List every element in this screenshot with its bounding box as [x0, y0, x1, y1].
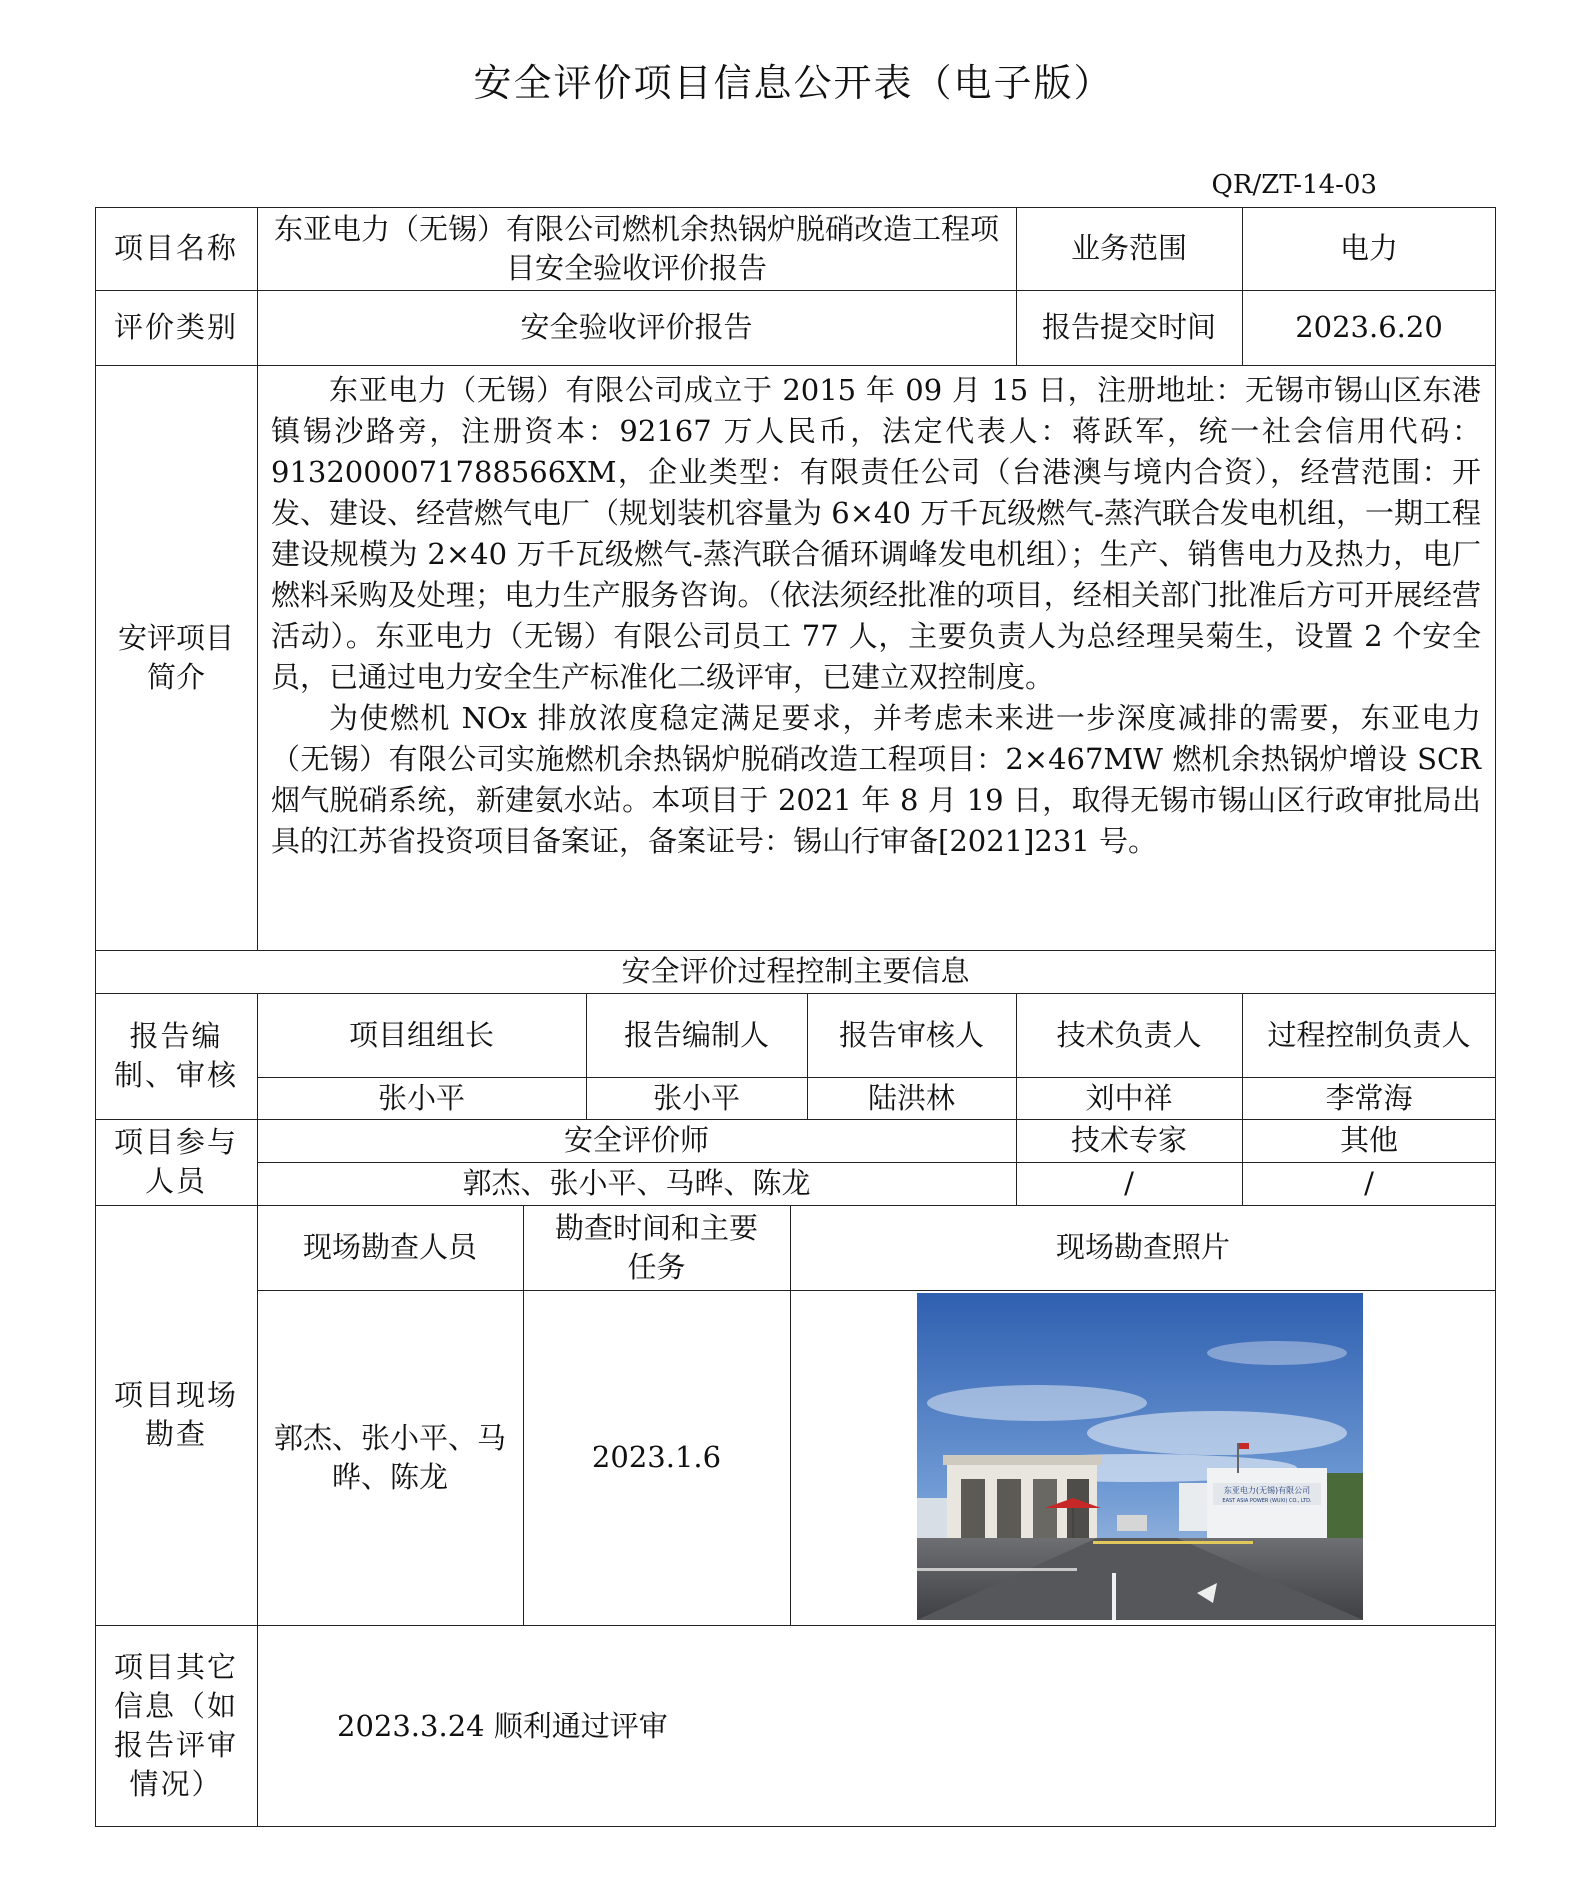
intro-paragraph-1: 东亚电力（无锡）有限公司成立于 2015 年 09 月 15 日，注册地址：无锡市锡山区东港镇锡沙路旁，注册资本：92167 万人民币，法定代表人：蒋跃军，统一社会信用代码：913200007178856​6XM，企业类型：有限责任公司（台港澳与境内合资），经营范围：开发、建设、经营燃气电厂（规划装机容量为 6×40 万千瓦级燃气-蒸汽联合发电机组，一期工程建设规模为 2×40 万千瓦级燃气-蒸汽联合循环调峰发电机组）；生产、销售电力及热力，电厂燃料采购及处理；电力生产服务咨询。（依法须经批准的项目，经相关部门批准后方可开展经营活动）。东亚电力（无锡）有限公司员工 77 人，主要负责人为总经理吴菊生，设置 2 个安全员，已通过电力安全生产标准化二级评审，已建立双控制度。	[271, 373, 1481, 694]
evaluator-header: 安全评价师	[563, 1123, 709, 1157]
business-scope-label: 业务范围	[1070, 231, 1187, 265]
project-intro-label: 安评项目简介	[117, 620, 234, 694]
col-report-author: 报告编制人	[623, 1017, 769, 1052]
business-scope-value: 电力	[1339, 231, 1398, 265]
project-name-label: 项目名称	[113, 231, 238, 265]
col-tech-lead: 技术负责人	[1056, 1017, 1202, 1052]
participants-label: 项目参与人员	[113, 1125, 238, 1198]
process-lead-value: 李常海	[1325, 1080, 1413, 1115]
submit-time-value: 2023.6.20	[1295, 310, 1443, 344]
survey-staff-header: 现场勘查人员	[302, 1230, 477, 1264]
survey-staff-names: 郭杰、张小平、马晔、陈龙	[273, 1420, 506, 1494]
report-author-value: 张小平	[652, 1080, 740, 1115]
expert-header: 技术专家	[1070, 1123, 1187, 1157]
site-survey-label: 项目现场勘查	[113, 1378, 238, 1451]
report-reviewer-value: 陆洪林	[867, 1080, 955, 1115]
photo-sign-text-en: EAST ASIA POWER (WUXI) CO., LTD.	[1222, 1498, 1312, 1504]
other-header: 其他	[1339, 1123, 1398, 1157]
evaluation-type-value: 安全验收评价报告	[520, 310, 753, 344]
form-code: QR/ZT-14-03	[1211, 170, 1377, 200]
site-photo	[917, 1293, 1363, 1620]
other-names: /	[1364, 1166, 1374, 1200]
page-title: 安全评价项目信息公开表（电子版）	[473, 61, 1114, 105]
team-leader-value: 张小平	[377, 1080, 465, 1115]
project-name-value: 东亚电力（无锡）有限公司燃机余热锅炉脱硝改造工程项目安全验收评价报告	[273, 211, 999, 285]
intro-paragraph-2: 为使燃机 NOx 排放浓度稳定满足要求，并考虑未来进一步深度减排的需要，东亚电力（无锡）有限公司实施燃机余热锅炉脱硝改造工程项目：2×467MW 燃机余热锅炉增设 SCR 烟气脱硝系统，新建氨水站。本项目于 2021 年 8 月 19 日，取得无锡市锡山区行政审批局出具的江苏省投资项目备案证，备案证号：锡山行审备[2021]231 号。	[271, 701, 1481, 858]
col-team-leader: 项目组组长	[348, 1017, 494, 1052]
other-info-label: 项目其它信息（如报告评审情况）	[113, 1650, 238, 1801]
submit-time-label: 报告提交时间	[1041, 310, 1216, 344]
other-info-value: 2023.3.24 顺利通过评审	[337, 1708, 668, 1743]
survey-photo-header: 现场勘查照片	[1055, 1230, 1230, 1264]
project-intro-text	[271, 370, 1481, 862]
survey-time-value: 2023.1.6	[591, 1440, 722, 1474]
evaluator-names: 郭杰、张小平、马晔、陈龙	[462, 1166, 811, 1200]
tech-lead-value: 刘中祥	[1085, 1080, 1173, 1115]
report-prep-label: 报告编制、审核	[113, 1019, 238, 1092]
expert-names: /	[1124, 1166, 1134, 1200]
process-section-header: 安全评价过程控制主要信息	[621, 954, 970, 988]
evaluation-type-label: 评价类别	[113, 310, 238, 344]
survey-time-header: 勘查时间和主要任务	[554, 1210, 758, 1284]
photo-sign-text: 东亚电力(无锡)有限公司	[1223, 1486, 1311, 1495]
col-report-reviewer: 报告审核人	[838, 1017, 984, 1052]
col-process-lead: 过程控制负责人	[1267, 1017, 1471, 1052]
